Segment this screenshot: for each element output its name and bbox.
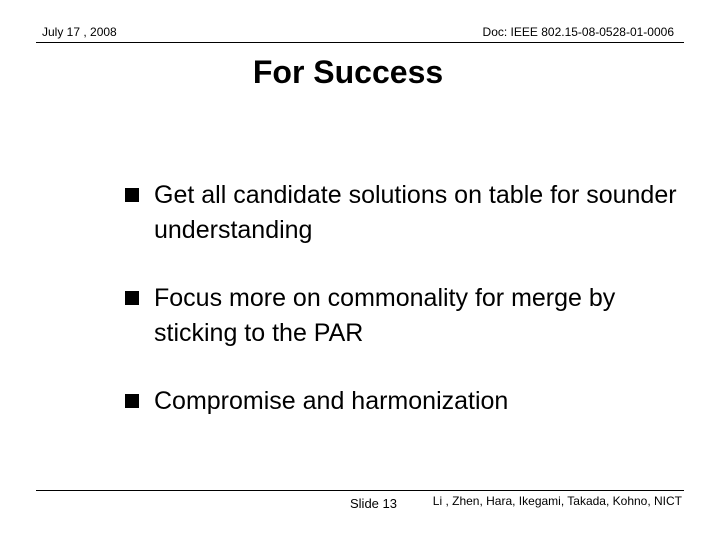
bullet-item (124, 178, 694, 248)
square-bullet-icon (125, 394, 139, 408)
bullet-list (124, 178, 694, 419)
bullet-text: Compromise and harmonization (154, 387, 509, 415)
square-bullet-icon (125, 188, 139, 202)
bullet-text: Focus more on commonality for merge by sticking to the PAR (154, 284, 616, 347)
footer-authors: Li , Zhen, Hara, Ikegami, Takada, Kohno, NICT (432, 494, 682, 508)
square-bullet-icon (125, 291, 139, 305)
header-divider (36, 42, 684, 43)
slide-number: Slide 13 (350, 496, 397, 511)
header-document-id: Doc: IEEE 802.15-08-0528-01-0006 (482, 25, 674, 39)
footer-divider (36, 490, 684, 491)
slide-title: For Success (252, 54, 444, 90)
bullet-text: Get all candidate solutions on table for sounder understanding (154, 181, 677, 244)
header-date: July 17 , 2008 (42, 25, 117, 39)
bullet-item (124, 384, 694, 419)
bullet-item (124, 281, 694, 351)
